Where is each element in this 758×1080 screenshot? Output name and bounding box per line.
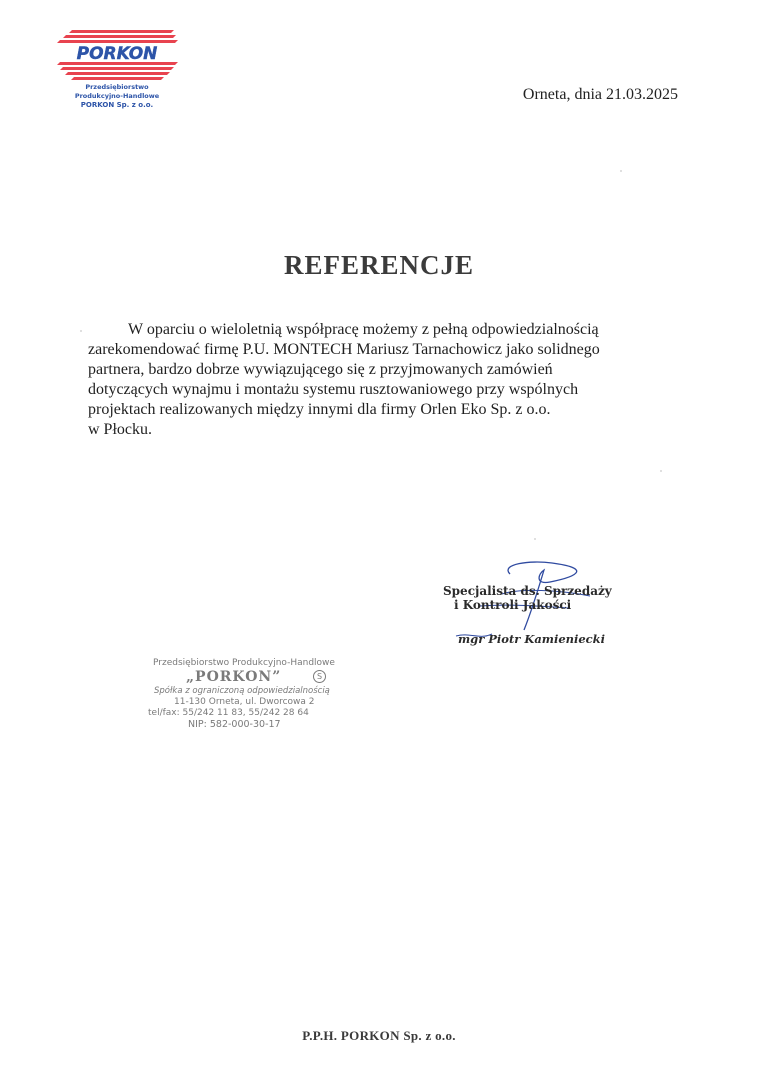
letter-body [88,320,698,440]
stamp-line3: Spółka z ograniczoną odpowiedzialnością [154,686,330,696]
stamp-line5: tel/fax: 55/242 11 83, 55/242 28 64 [148,708,309,718]
scan-speck [620,170,622,172]
company-name-line1: Przedsiębiorstwo [85,83,149,91]
scan-speck [534,538,536,540]
signer-title-line1: Specjalista ds. Sprzedaży [443,584,612,598]
stamp-line2: „PORKON” [186,669,282,685]
signer-name: mgr Piotr Kamieniecki [458,632,606,646]
company-logo [54,28,180,118]
scan-speck [660,470,662,472]
company-name-line3: PORKON Sp. z o.o. [80,101,154,109]
porkon-logo-graphic [54,28,180,84]
body-line: zarekomendować firmę P.U. MONTECH Mariusz Tarnachowicz jako solidnego [88,341,600,358]
letter-date: Orneta, dnia 21.03.2025 [522,86,678,103]
letter-footer: P.P.H. PORKON Sp. z o.o. [302,1028,456,1043]
logo-wordmark: PORKON [76,44,158,64]
company-stamp [148,655,348,735]
body-line: partnera, bardzo dobrze wywiązującego się z przyjmowanych zamówień [88,361,553,378]
stamp-circle-mark: S [313,670,326,683]
body-line: dotyczących wynajmu i montażu systemu rusztowaniowego przy wspólnych [88,381,579,398]
body-line: w Płocku. [88,421,152,438]
company-name-line2: Produkcyjno-Handlowe [74,92,160,100]
stamp-line1: Przedsiębiorstwo Produkcyjno-Handlowe [153,658,335,668]
signer-title-line2: i Kontroli Jakości [454,598,572,612]
body-line: projektach realizowanych między innymi dla firmy Orlen Eko Sp. z o.o. [88,401,551,418]
signature-block [440,560,640,660]
stamp-line4: 11-130 Orneta, ul. Dworcowa 2 [174,697,315,707]
scan-speck [80,330,82,332]
stamp-line6: NIP: 582-000-30-17 [188,719,281,730]
body-line: W oparciu o wieloletnią współpracę możemy z pełną odpowiedzialnością [128,321,599,338]
letter-title: REFERENCJE [283,250,475,280]
